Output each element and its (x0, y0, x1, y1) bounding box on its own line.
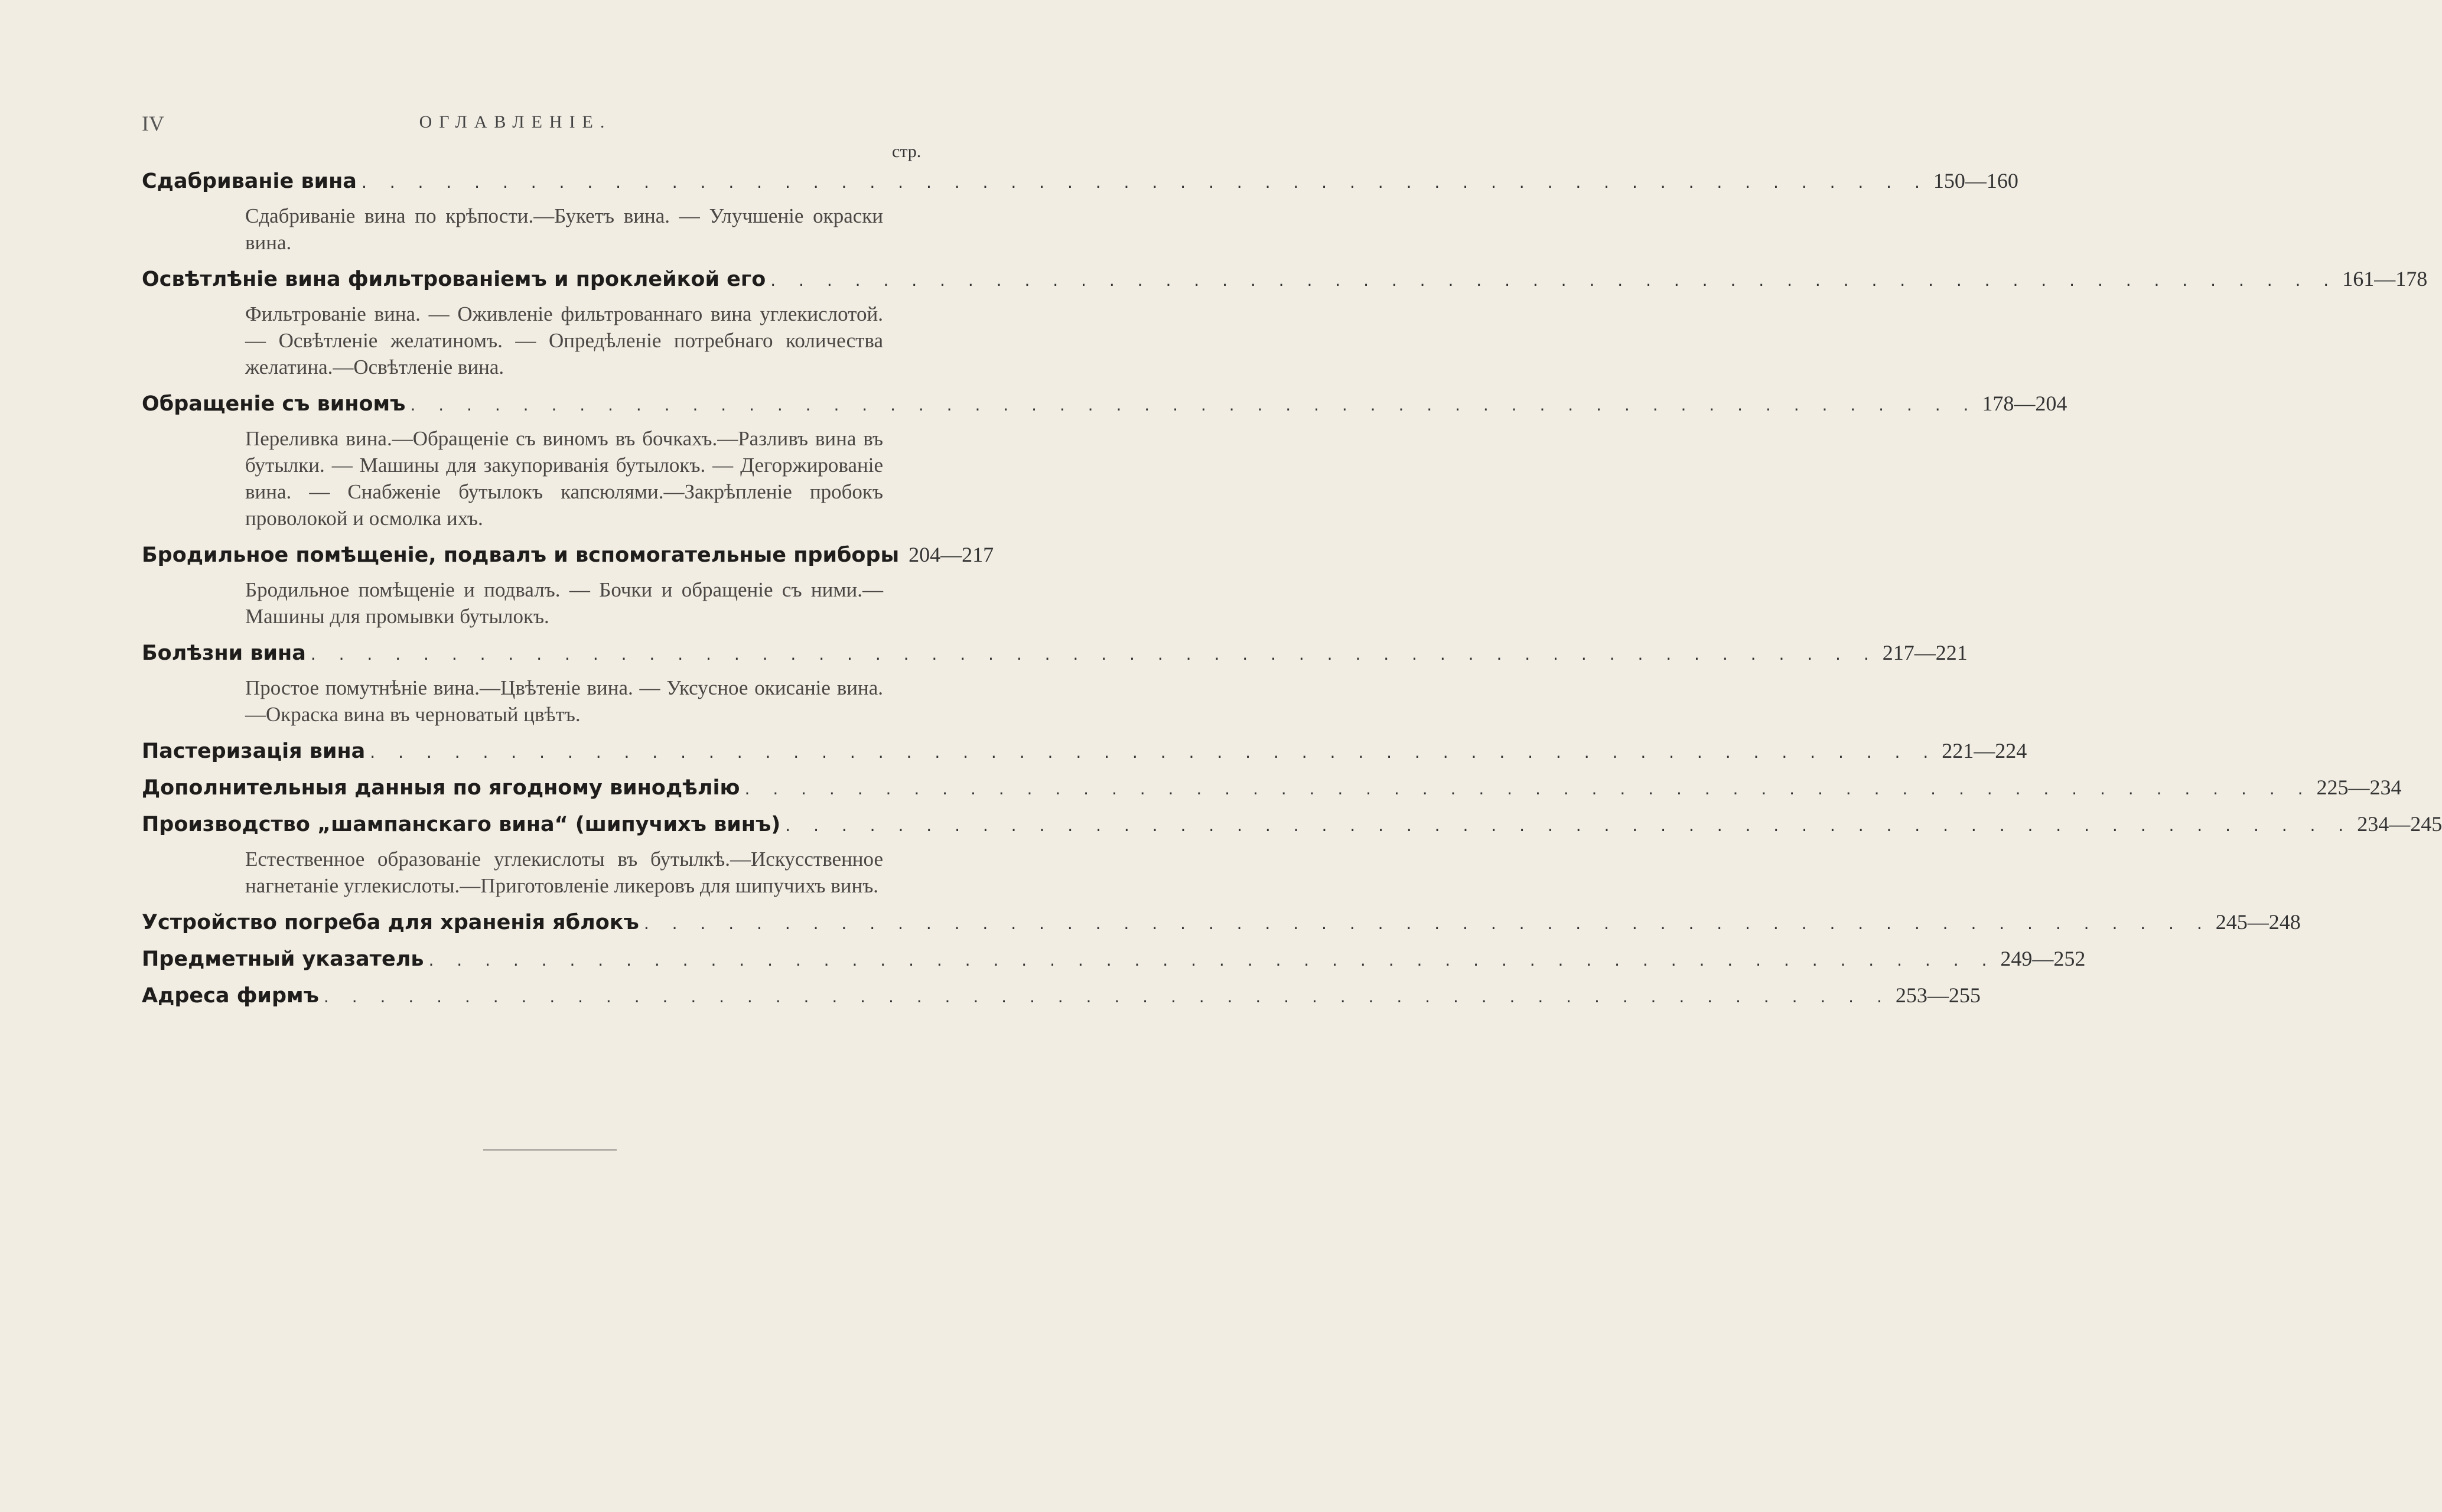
entry-title: Предметный указатель (142, 947, 424, 971)
entry-description: Естественное образованіе углекислоты въ бутылкѣ.—Искусственное нагнетаніе углекислоты.—Приготовленіе ликеровъ для шипучихъ винъ. (245, 848, 883, 897)
page-number: IV (142, 112, 164, 135)
entry-pages: 234—245 (2357, 812, 2442, 836)
entry-title: Освѣтлѣніе вина фильтрованіемъ и проклейкой его (142, 268, 766, 291)
entry-description: Сдабриваніе вина по крѣпости.—Букетъ вина. — Улучшеніе окраски вина. (245, 204, 883, 254)
toc-entry (142, 168, 2018, 256)
toc-entry (142, 983, 1981, 1015)
pages-column-label: стр. (892, 142, 922, 161)
toc-entry (142, 910, 2301, 941)
closing-rule (483, 1149, 617, 1151)
entry-pages: 204—217 (909, 543, 994, 566)
entry-pages: 178—204 (1982, 392, 2067, 415)
dot-leader: . . . . . . . . . . . . . . . . . . . . . . . . . . . . . . . . . . . . . . . . . . . . . . . . . . . . . . . . (785, 816, 2353, 835)
entry-pages: 161—178 (2342, 267, 2428, 291)
dot-leader: . . . . . . . . . . . . . . . . . . . . . . . . . . . . . . . . . . . . . . . . . . . . . . . . . . . . . . . . (643, 914, 2211, 933)
dot-leader: . . . . . . . . . . . . . . . . . . . . . . . . . . . . . . . . . . . . . . . . . . . . . . . . . . . . . . . . (744, 779, 2312, 799)
entry-title: Пастеризація вина (142, 739, 366, 763)
entry-title: Дополнительныя данныя по ягодному винодѣлію (142, 776, 740, 800)
toc-entry (142, 946, 2086, 978)
toc-entry (142, 391, 2067, 532)
toc-entry (142, 775, 2402, 807)
toc-entry (142, 266, 2428, 380)
entry-title: Болѣзни вина (142, 641, 306, 665)
entry-title: Обращеніе съ виномъ (142, 392, 406, 416)
dot-leader: . . . . . . . . . . . . . . . . . . . . . . . . . . . . . . . . . . . . . . . . . . . . . . . . . . . . . . . . (361, 172, 1929, 192)
entry-title: Бродильное помѣщеніе, подвалъ и вспомогательные приборы (142, 543, 900, 567)
entry-description: Переливка вина.—Обращеніе съ виномъ въ бочкахъ.—Разливъ вина въ бутылки. — Машины для закупориванія бутылокъ. — Дегоржированіе вина. — Снабженіе бутылокъ капсюлями.—Закрѣпленіе пробокъ проволокой и осмолка ихъ. (245, 427, 883, 530)
entry-description: Простое помутнѣніе вина.—Цвѣтеніе вина. — Уксусное окисаніе вина.—Окраска вина въ черноватый цвѣтъ. (245, 676, 883, 726)
dot-leader: . . . . . . . . . . . . . . . . . . . . . . . . . . . . . . . . . . . . . . . . . . . . . . . . . . . . . . . . (310, 644, 1878, 664)
entry-pages: 245—248 (2215, 910, 2301, 934)
running-header: ОГЛАВЛЕНІЕ. (419, 112, 612, 132)
toc-entry (142, 738, 2027, 770)
dot-leader: . . . . . . . . . . . . . . . . . . . . . . . . . . . . . . . . . . . . . . . . . . . . . . . . . . . . . . . . (410, 395, 1978, 415)
entry-pages: 221—224 (1942, 739, 2027, 762)
entry-title: Устройство погреба для храненія яблокъ (142, 911, 639, 934)
dot-leader: . . . . . . . . . . . . . . . . . . . . . . . . . . . . . . . . . . . . . . . . . . . . . . . . . . . . . . . . (428, 950, 1996, 970)
entry-title: Адреса фирмъ (142, 984, 319, 1008)
toc-entry (142, 542, 994, 630)
dot-leader: . . . . . . . . . . . . . . . . . . . . . . . . . . . . . . . . . . . . . . . . . . . . . . . . . . . . . . . . (370, 742, 1938, 762)
entry-pages: 253—255 (1895, 983, 1981, 1007)
toc-entry (142, 812, 2442, 899)
entry-pages: 249—252 (2000, 947, 2086, 970)
entry-description: Фильтрованіе вина. — Оживленіе фильтрованнаго вина углекислотой. — Освѣтленіе желатиномъ. — Опредѣленіе потребнаго количества желатина.—Освѣтленіе вина. (245, 302, 883, 379)
toc-entry (142, 640, 1968, 728)
entry-pages: 225—234 (2316, 775, 2402, 799)
entry-title: Сдабриваніе вина (142, 170, 357, 193)
entry-title: Производство „шампанскаго вина“ (шипучихъ винъ) (142, 813, 781, 836)
entry-description: Бродильное помѣщеніе и подвалъ. — Бочки и обращеніе съ ними.—Машины для промывки бутылокъ. (245, 578, 883, 628)
table-of-contents (142, 168, 2442, 1019)
dot-leader: . . . . . . . . . . . . . . . . . . . . . . . . . . . . . . . . . . . . . . . . . . . . . . . . . . . . . . . . (323, 987, 1891, 1006)
entry-pages: 217—221 (1882, 641, 1968, 664)
entry-pages: 150—160 (1933, 169, 2018, 193)
dot-leader: . . . . . . . . . . . . . . . . . . . . . . . . . . . . . . . . . . . . . . . . . . . . . . . . . . . . . . . . (770, 271, 2338, 290)
